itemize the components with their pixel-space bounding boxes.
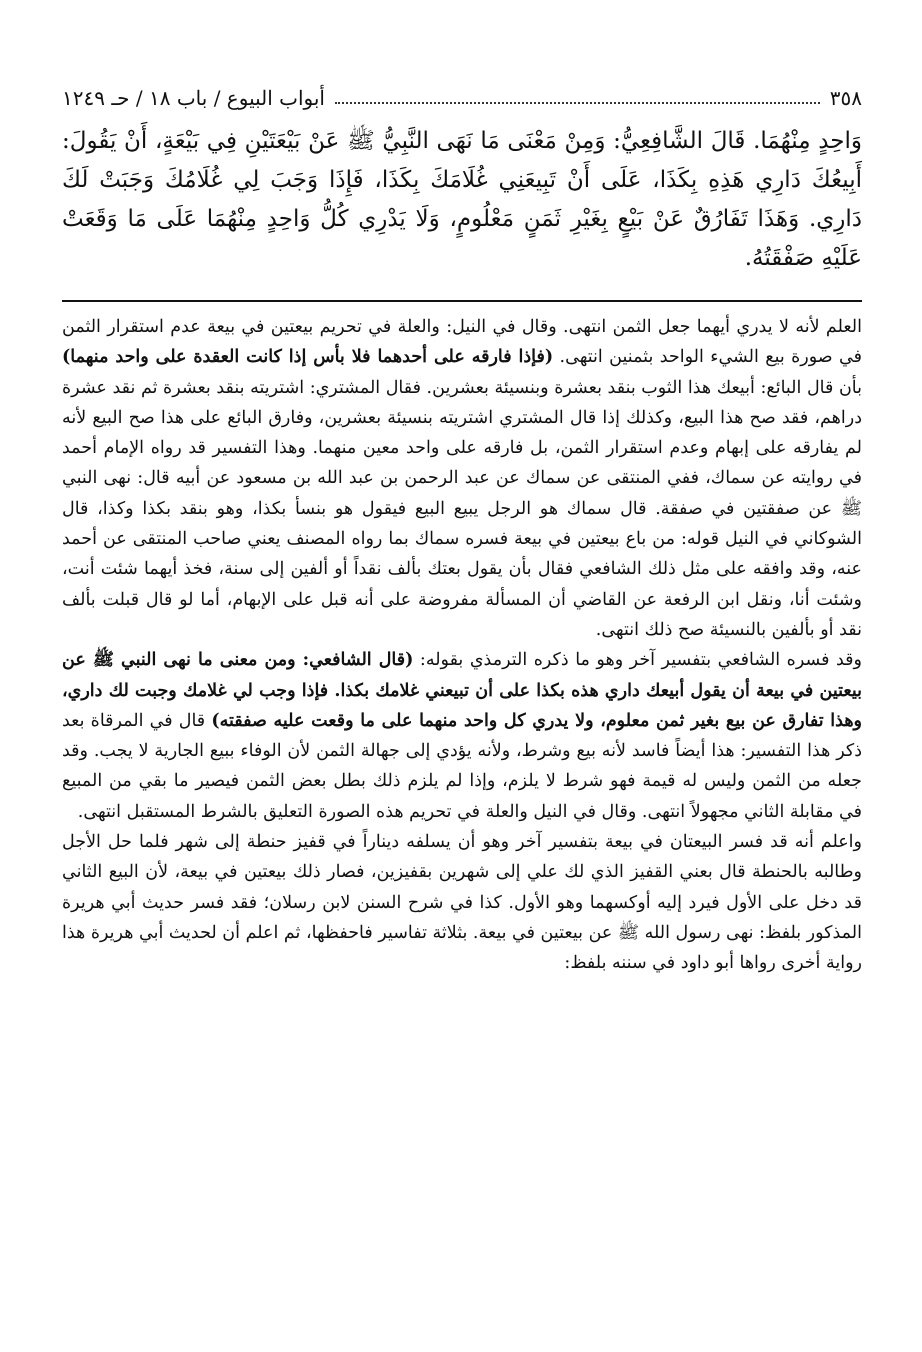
commentary-paragraph-1 bbox=[62, 312, 862, 645]
commentary-text: بأن قال البائع: أبيعك هذا الثوب بنقد بعشرة وبنسيئة بعشرين. فقال المشتري: اشتريته بنقد بعشرة ثم نقد عشرة دراهم، فقد صح هذا البيع، وكذلك إذا قال المشتري اشتريته بنسيئة بعشرين، وفارق البائع على هذا صح البيع لأنه لم يفارقه على إبهام وعدم استقرار الثمن، بل فارقه على واحد معين منهما. وهذا التفسير قد رواه الإمام أحمد في روايته عن سماك، ففي المنتقى عن سماك عن عبد الرحمن بن عبد الله بن مسعود عن أبيه قال: نهى النبي ﷺ عن صفقتين في صفقة. قال سماك هو الرجل يبيع البيع فيقول هو بنسأ بكذا، وهو بنقد بكذا وكذا، قال الشوكاني في النيل قوله: من باع بيعتين في بيعة فسره سماك بما رواه المصنف يعني صاحب المنتقى عن أحمد عنه، وقد وافقه على مثل ذلك الشافعي فقال بأن يقول بعتك بألف نقداً أو ألفين إلى سنة، فخذ أيهما شئت أنت، وشئت أنا، ونقل ابن الرفعة عن القاضي أن المسألة مفروضة على أنه قبل على الإبهام، أما لو قال قبلت بألف نقد أو بألفين بالنسيئة صح ذلك انتهى. bbox=[62, 377, 862, 640]
page-header bbox=[62, 80, 862, 110]
commentary-text: العلم لأنه لا يدري أيهما جعل الثمن انتهى. وقال في النيل: والعلة في تحريم بيعتين في بيعة عدم استقرار الثمن في صورة بيع الشيء الواحد بثمنين انتهى. bbox=[62, 317, 862, 368]
commentary-paragraph-3: واعلم أنه قد فسر البيعتان في بيعة بتفسير آخر وهو أن يسلفه ديناراً في قفيز حنطة إلى شهر فلما حل الأجل وطالبه بالحنطة قال بعني القفيز الذي لك علي إلى شهرين بقفيزين، فصار ذلك بيعتين في بيعة، لأن البيع الثاني قد دخل على الأول فيرد إليه أوكسهما وهو الأول. كذا في شرح السنن لابن رسلان؛ فقد فسر حديث أبي هريرة المذكور بلفظ: نهى رسول الله ﷺ عن بيعتين في بيعة. بثلاثة تفاسير فاحفظها، ثم اعلم أن لحديث أبي هريرة هذا رواية أخرى رواها أبو داود في سننه بلفظ: bbox=[62, 832, 862, 974]
commentary-text: وقد فسره الشافعي بتفسير آخر وهو ما ذكره الترمذي بقوله: bbox=[413, 650, 862, 671]
commentary-section bbox=[62, 312, 862, 979]
quoted-text: (قال الشافعي: ومن معنى ما نهى النبي ﷺ عن بيعتين في بيعة أن يقول أبيعك داري هذه بكذا على أن تبيعني غلامك بكذا. فإذا وجب لي غلامك وجبت لك داري، وهذا تفارق عن بيع بغير ثمن معلوم، ولا يدري كل واحد منهما على ما وقعت عليه صفقته) bbox=[62, 650, 863, 731]
commentary-paragraph-2 bbox=[62, 645, 862, 827]
header-dotted-leader bbox=[335, 101, 820, 104]
hadith-main-text: وَاحِدٍ مِنْهُمَا. قَالَ الشَّافِعِيُّ: وَمِنْ مَعْنَى مَا نَهَى النَّبِيُّ ﷺ عَنْ بَيْعَتَيْنِ فِي بَيْعَةٍ، أَنْ يَقُولَ: أَبِيعُكَ دَارِي هَذِهِ بِكَذَا، عَلَى أَنْ تَبِيعَنِي غُلَامَكَ بِكَذَا، فَإِذَا وَجَبَ لِي غُلَامُكَ وَجَبَتْ لَكَ دَارِي. وَهَذَا تَفَارُقٌ عَنْ بَيْعٍ بِغَيْرِ ثَمَنٍ مَعْلُومٍ، وَلَا يَدْرِي كُلُّ وَاحِدٍ مِنْهُمَا عَلَى مَا وَقَعَتْ عَلَيْهِ صَفْقَتُهُ. bbox=[62, 128, 862, 271]
page-number: ٣٥٨ bbox=[829, 86, 862, 110]
quoted-text: (فإذا فارقه على أحدهما فلا بأس إذا كانت العقدة على واحد منهما) bbox=[62, 347, 554, 368]
book-page bbox=[62, 80, 862, 979]
commentary-text: قال في المرقاة بعد ذكر هذا التفسير: هذا أيضاً فاسد لأنه بيع وشرط، ولأنه يؤدي إلى جهالة الثمن لأن الوفاء ببيع الجارية لا يجب. وقد جعله من الثمن وليس له قيمة فهو شرط لا يلزم، وإذا لم يلزم ذلك بطل بعض الثمن فيصير ما بقي من المبيع في مقابلة الثاني مجهولاً انتهى. وقال في النيل والعلة في تحريم هذه الصورة التعليق بالشرط المستقبل انتهى. bbox=[62, 710, 862, 822]
running-title: أبواب البيوع / باب ١٨ / حـ ١٢٤٩ bbox=[62, 86, 325, 110]
footnote-divider bbox=[62, 300, 862, 302]
